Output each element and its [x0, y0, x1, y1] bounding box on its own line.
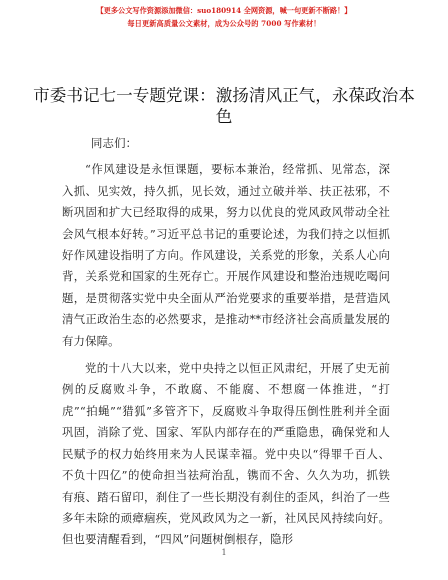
promo-banner-line-2: 每日更新高质量公文素材，成为公众号的 7000 写作素材！	[127, 19, 321, 28]
greeting: 同志们：	[91, 136, 138, 150]
document-body	[62, 133, 390, 557]
document-title: 市委书记七一专题党课：激扬清风正气，永葆政治本色	[33, 86, 415, 126]
body-paragraph-1: “作风建设是永恒课题，要标本兼治，经常抓、见常态，深入抓、见实效，持久抓，见长效，通过立破并举、扶正祛邪，不断巩固和扩大已经取得的成果，努力以优良的党风政风带动全社会风气根本好转。”习近平总书记的重要论述，为我们持之以恒抓好作风建设指明了方向。作风建设，关系党的形象，关系人心向背，关系党和国家的生死存亡。开展作风建设和整治违规吃喝问题，是贯彻落实党中央全面从严治党要求的重要举措，是营造风清气正政治生态的必然要求，是推动**市经济社会高质量发展的有力保障。	[62, 162, 390, 348]
promo-banner-line-1: 【更多公文写作资源添加微信：suo180914 全网资源，喊一句更新不断路！】	[96, 6, 352, 15]
promo-banner	[0, 4, 448, 30]
body-paragraph-2: 党的十八大以来，党中央持之以恒正风肃纪，开展了史无前例的反腐败斗争，不敢腐、不能腐、不想腐一体推进，“打虎”“拍蝇”“猎狐”多管齐下，反腐败斗争取得压倒性胜利并全面巩固，消除了党、国家、军队内部存在的严重隐患，确保党和人民赋予的权力始终用来为人民谋幸福。党中央以“得罪千百人、不负十四亿”的使命担当祛疴治乱，镌而不舍、久久为功，抓铁有痕、踏石留印，刹住了一些长期没有刹住的歪风，纠治了一些多年未除的顽瘴痼疾，党风政风为之一新，社风民风持续向好。但也要清醒看到，“四风”问题树倒根存，隐形	[62, 361, 390, 547]
page-number: 1	[221, 548, 227, 557]
